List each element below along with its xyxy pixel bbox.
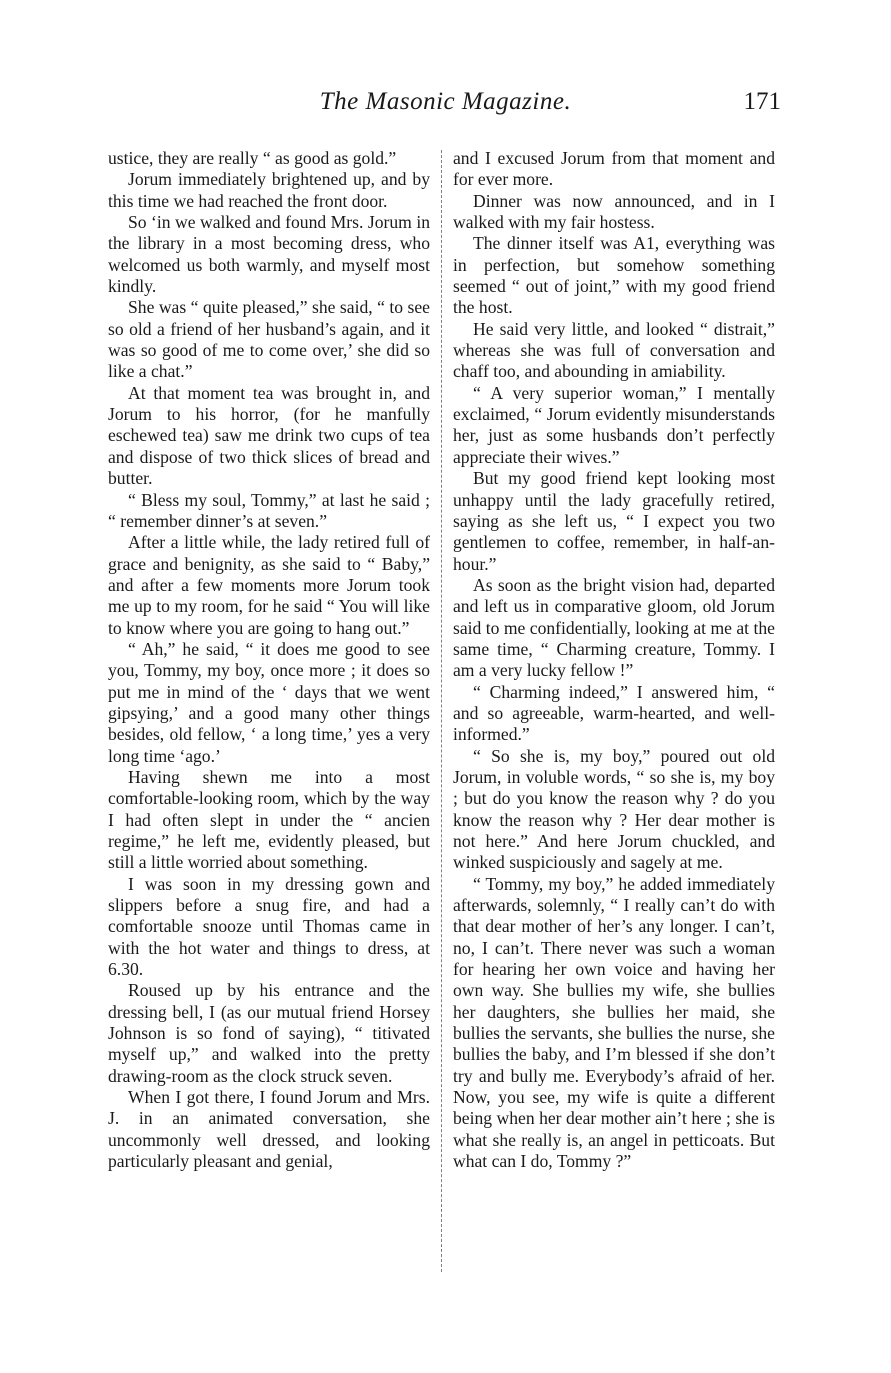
paragraph: I was soon in my dressing gown and slippers before a snug fire, and had a comfortable snooze until Thomas came in with the hot water and things to dress, at 6.30. xyxy=(108,873,430,980)
paragraph: The dinner itself was A1, everything was in perfection, but somehow something seemed “ out of joint,” with my good friend the host. xyxy=(453,233,775,318)
paragraph: “ Bless my soul, Tommy,” at last he said ; “ remember dinner’s at seven.” xyxy=(108,489,430,531)
paragraph: At that moment tea was brought in, and Jorum to his horror, (for he manfully eschewed tea) saw me drink two cups of tea and dispose of two thick slices of bread and butter. xyxy=(108,382,430,489)
paragraph: So ‘in we walked and found Mrs. Jorum in the library in a most becoming dress, who welcomed us both warmly, and myself most kindly. xyxy=(108,212,430,297)
paragraph: “ A very superior woman,” I mentally exclaimed, “ Jorum evidently misunderstands her, just as some husbands don’t perfectly appreciate their wives.” xyxy=(453,382,775,467)
paragraph: “ So she is, my boy,” poured out old Jorum, in voluble words, “ so she is, my boy ; but do you know the reason why ? do you know the reason why ? Her dear mother is not here.” And here Jorum chuckled, and winked suspiciously and sagely at me. xyxy=(453,745,775,873)
column-divider xyxy=(441,150,442,1272)
paragraph: ustice, they are really “ as good as gold.” xyxy=(108,148,397,168)
paragraph: When I got there, I found Jorum and Mrs. J. in an animated conversation, she uncommonly well dressed, and looking particularly pleasant and genial, xyxy=(108,1087,430,1172)
paragraph: After a little while, the lady retired full of grace and benignity, as she said to “ Baby,” and after a few moments more Jorum took me up to my room, for he said “ You will like to know where you are going to hang out.” xyxy=(108,532,430,638)
paragraph: Having shewn me into a most comfortable-looking room, which by the way I had often slept in under the “ ancien regime,” he left me, evidently pleased, but still a little worried about something. xyxy=(108,766,430,873)
paragraph: and I excused Jorum from that moment and for ever more. xyxy=(453,148,775,190)
paragraph: “ Ah,” he said, “ it does me good to see you, Tommy, my boy, once more ; it does so put me in mind of the ‘ days that we went gipsying,’ and a good many other things besides, old fellow, ‘ a long time,’ yes a very long time ‘ago.’ xyxy=(108,638,430,766)
paragraph: Roused up by his entrance and the dressing bell, I (as our mutual friend Horsey Johnson is so fond of saying), “ titivated myself up,” and walked into the pretty drawing-room as the clock struck seven. xyxy=(108,980,430,1086)
page-number: 171 xyxy=(743,88,781,115)
paragraph: As soon as the bright vision had, departed and left us in comparative gloom, old Jorum said to me confidentially, looking at me at the same time, “ Charming creature, Tommy. I am a very lucky fellow !” xyxy=(453,574,775,681)
paragraph: But my good friend kept looking most unhappy until the lady gracefully retired, saying as she left us, “ I expect you two gentlemen to coffee, remember, in half-an-hour.” xyxy=(453,468,775,574)
paragraph: She was “ quite pleased,” she said, “ to see so old a friend of her husband’s again, and it was so good of me to come over,’ she did so like a chat.” xyxy=(108,297,430,382)
paragraph: “ Charming indeed,” I answered him, “ and so agreeable, warm-hearted, and well-informed.” xyxy=(453,681,775,745)
paragraph: Jorum immediately brightened up, and by this time we had reached the front door. xyxy=(108,169,430,211)
paragraph: “ Tommy, my boy,” he added immediately afterwards, solemnly, “ I really can’t do with that dear mother of her’s any longer. I can’t, no, I can’t. There never was such a woman for hearing her own voice and having her own way. She bullies my wife, she bullies her daughters, she bullies her maid, she bullies the servants, she bullies the nurse, she bullies the baby, and I’m blessed if she don’t try and bully me. Everybody’s afraid of her. Now, you see, my wife is quite a different being when her dear mother ain’t here ; she is what she really is, an angel in petticoats. But what can I do, Tommy ?” xyxy=(453,873,775,1172)
paragraph: Dinner was now announced, and in I walked with my fair hostess. xyxy=(453,190,775,233)
running-header-title: The Masonic Magazine. xyxy=(319,88,572,115)
paragraph: He said very little, and looked “ distrait,” whereas she was full of conversation and chaff too, and abounding in amiability. xyxy=(453,318,775,382)
left-column xyxy=(108,148,430,1173)
right-column xyxy=(453,148,775,1173)
